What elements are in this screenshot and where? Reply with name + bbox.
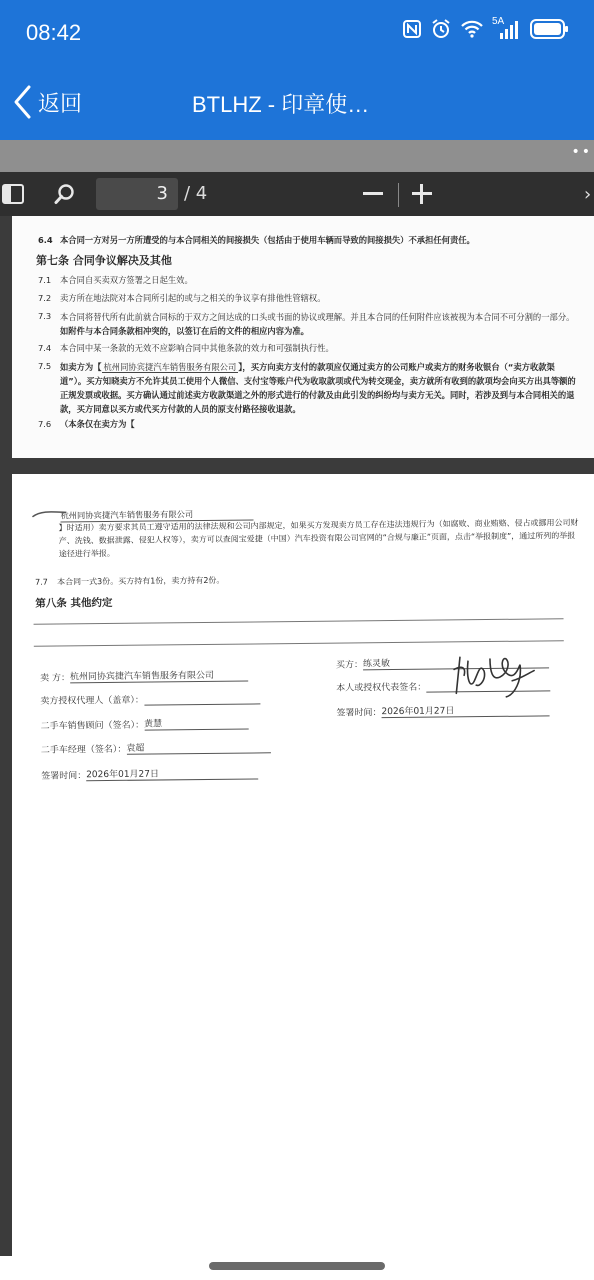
clause-6-4: 6.4 本合同一方对另一方所遭受的与本合同相关的间接损失（包括由于使用车辆而导致的间接损失）不承担任何责任。 [38,235,475,245]
app-header [0,64,594,140]
zoom-out-button[interactable] [363,192,383,195]
manager-row: 二手车经理（签名）：袁超 [41,739,271,755]
clause-7-6-body: 】时适用）卖方要求其员工遵守适用的法律法规和公司内部规定，如果买方发现卖方员工存在违法违规行为（如腐败、商业贿赂、侵占或挪用公司财产、洗钱、数据泄露、侵犯人权等），卖方可以查阅宝爱捷（中国）汽车投资有限公司官网的“合规与廉正”页面，点击“举报制度”，通过所列的举报途径进行举报。 [58,518,579,559]
viewer-top-strip [0,140,594,172]
seller-value: 杭州同协宾捷汽车销售服务有限公司 [70,668,248,684]
section-8-heading: 第八条 其他约定 [35,596,113,610]
pdf-page-4 [12,474,594,1256]
total-pages: / 4 [184,183,208,204]
back-button[interactable] [12,82,82,122]
buyer-date-value: 2026年01月27日 [381,702,549,718]
current-page: 3 [156,183,168,204]
divider-line-2 [34,640,564,647]
nfc-icon [402,19,422,39]
back-label: 返回 [38,90,83,116]
scanned-content [12,474,594,1256]
clause-7-3-num: 7.3 [38,311,52,321]
buyer-row: 买方：练灵敏 [336,654,549,670]
search-icon[interactable] [54,183,76,205]
cellular-signal-icon [492,18,522,40]
pdf-page-3 [12,216,594,458]
company-fill-line: 杭州同协宾捷汽车销售服务有限公司 [60,507,253,522]
toolbar-overflow-icon[interactable]: › [584,184,592,205]
more-options-icon[interactable]: •• [571,144,592,160]
toolbar-divider [398,183,399,207]
page-number-input[interactable] [96,178,178,210]
zoom-in-button[interactable] [412,184,432,204]
seller-date-value: 2026年01月27日 [86,765,258,781]
clause-7-7: 7.7 本合同一式3份。买方持有1份，卖方持有2份。 [35,575,225,587]
page-title: BTLHZ - 印章使… [192,92,370,117]
divider-line [34,618,564,625]
alarm-icon [430,18,452,40]
pen-mark-icon [30,507,70,519]
home-indicator[interactable] [209,1262,385,1270]
seller-date-row: 签署时间：2026年01月27日 [41,765,258,781]
clause-7-4: 7.4 本合同中某一条款的无效不应影响合同中其他条款的效力和可强制执行性。 [38,343,334,353]
status-icons [402,18,570,40]
sales-consultant-value: 黄慧 [144,716,248,731]
chevron-left-icon [12,84,32,120]
status-bar [0,0,594,64]
sidebar-toggle-icon[interactable] [2,184,24,204]
buyer-value: 练灵敏 [363,654,549,670]
handwritten-signature-icon [450,651,538,700]
buyer-date-row: 签署时间：2026年01月27日 [336,702,549,718]
clause-7-5: 如卖方为【 杭州同协宾捷汽车销售服务有限公司 】，买方向卖方支付的款项应仅通过卖方的公司账户或卖方的财务收银台（“卖方收款渠道”）。买方知晓卖方不允许其员工使用个人微信、支付宝等账户代为收取款项或代为转交现金，卖方就所有收到的款项均会向买方出具等额的正规发票或收据。买方确认通过前述卖方收款渠道之外的形式进行的付款及由此引发的纠纷均与卖方无关。同时，若涉及到与本合同相关的退款，买方同意以买方或代买方付款的人员的原支付路径接收退款。 [60,362,576,414]
clause-7-1: 7.1 本合同自买卖双方签署之日起生效。 [38,275,193,285]
wifi-icon [460,19,484,39]
pdf-viewer[interactable] [0,216,594,1256]
seller-agent-row: 卖方授权代理人（盖章）： [40,691,260,706]
network-type-label: 5A [492,16,505,27]
battery-icon [530,18,570,40]
clause-7-5-num: 7.5 [38,361,52,371]
pdf-toolbar [0,172,594,216]
section-7-heading: 第七条 合同争议解决及其他 [36,254,172,267]
sales-consultant-row: 二手车销售顾问（签名）：黄慧 [41,716,249,732]
seller-agent-line [144,693,260,705]
manager-value: 袁超 [126,739,270,755]
seller-row: 卖 方：杭州同协宾捷汽车销售服务有限公司 [40,668,248,684]
buyer-rep-row: 本人或授权代表签名： [336,678,550,693]
clause-7-2: 7.2 卖方所在地法院对本合同所引起的或与之相关的争议享有排他性管辖权。 [38,293,326,303]
clause-7-6: 7.6 （本条仅在卖方为【 [38,419,135,429]
seller-name-fill: 杭州同协宾捷汽车销售服务有限公司 [103,362,237,372]
clause-7-3: 本合同将替代所有此前就合同标的于双方之间达成的口头或书面的协议或理解。并且本合同的任何附件应该被视为本合同不可分割的一部分。如附件与本合同条款相冲突的，以签订在后的文件的相应内容为准。 [60,312,575,336]
status-time: 08:42 [26,20,82,45]
